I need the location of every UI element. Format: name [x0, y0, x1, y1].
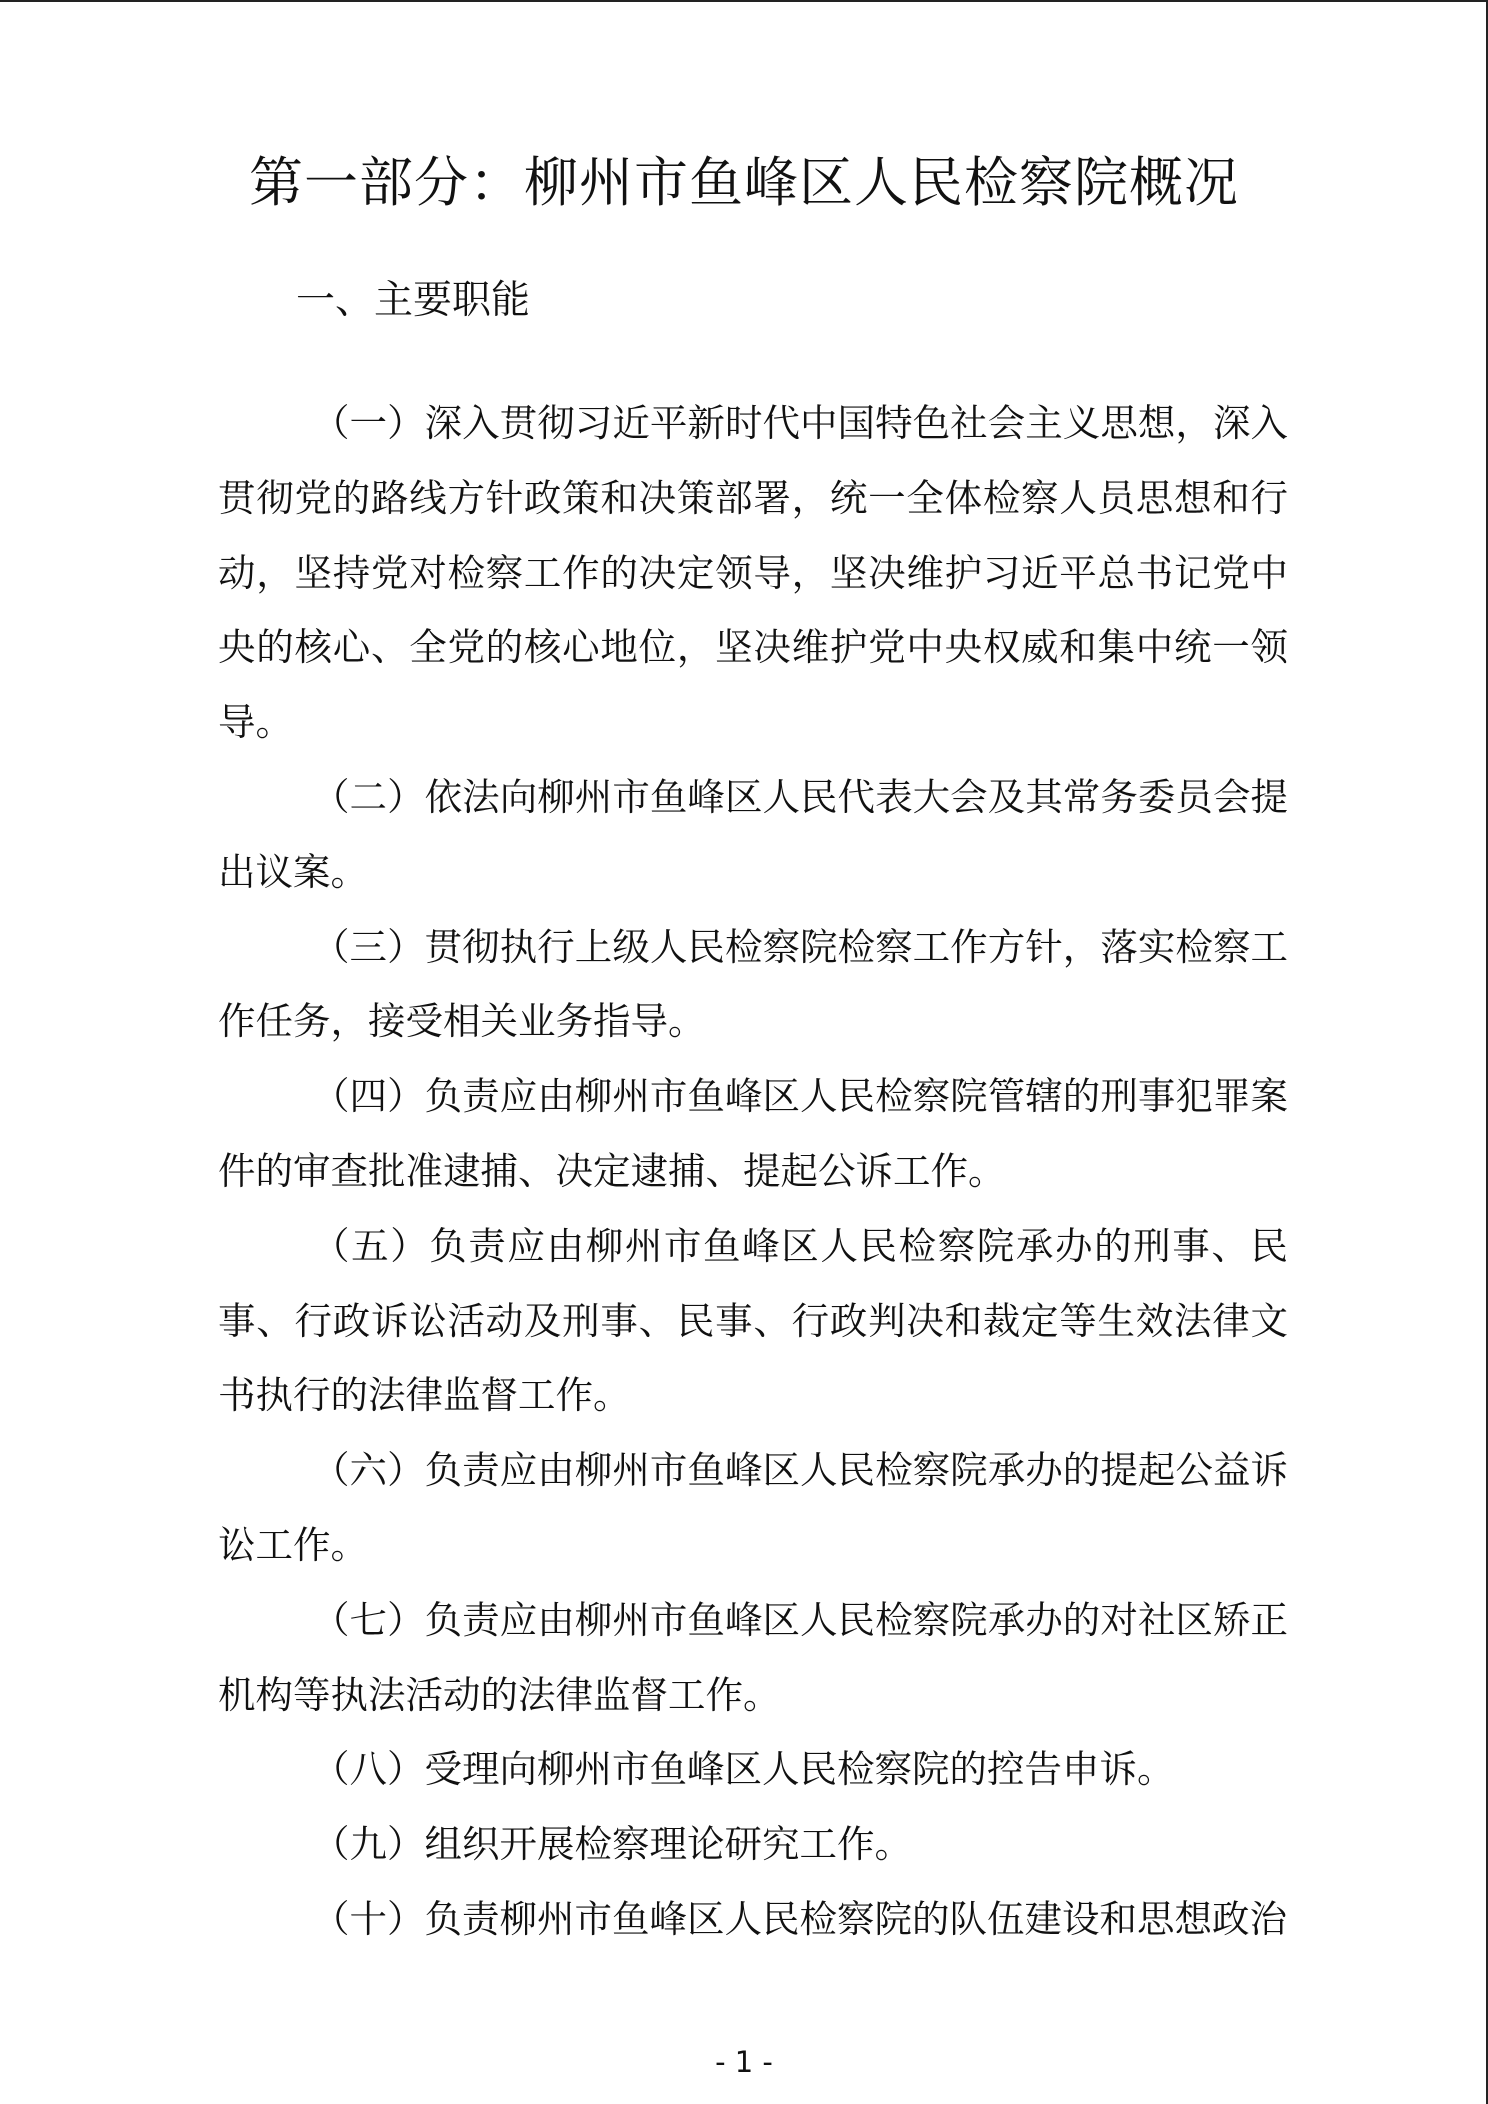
- paragraph-2: （二）依法向柳州市鱼峰区人民代表大会及其常务委员会提出议案。: [218, 774, 1288, 894]
- document-body: [218, 386, 1288, 1957]
- paragraph-10: （十）负责柳州市鱼峰区人民检察院的队伍建设和思想政治: [312, 1896, 1287, 1941]
- paragraph-5: （五）负责应由柳州市鱼峰区人民检察院承办的刑事、民事、行政诉讼活动及刑事、民事、行政判决和裁定等生效法律文书执行的法律监督工作。: [218, 1223, 1288, 1418]
- paragraph-1: （一）深入贯彻习近平新时代中国特色社会主义思想，深入贯彻党的路线方针政策和决策部署，统一全体检察人员思想和行动，坚持党对检察工作的决定领导，坚决维护习近平总书记党中央的核心、全党的核心地位，坚决维护党中央权威和集中统一领导。: [218, 401, 1288, 745]
- page-number: - 1 -: [715, 2045, 773, 2079]
- paragraph-6: （六）负责应由柳州市鱼峰区人民检察院承办的提起公益诉讼工作。: [218, 1448, 1288, 1567]
- section-heading: 一、主要职能: [296, 278, 531, 323]
- paragraph-7: （七）负责应由柳州市鱼峰区人民检察院承办的对社区矫正机构等执法活动的法律监督工作。: [218, 1597, 1288, 1717]
- paragraph-8: （八）受理向柳州市鱼峰区人民检察院的控告申诉。: [312, 1747, 1175, 1792]
- page-title: 第一部分：柳州市鱼峰区人民检察院概况: [249, 151, 1239, 214]
- paragraph-3: （三）贯彻执行上级人民检察院检察工作方针，落实检察工作任务，接受相关业务指导。: [218, 924, 1288, 1044]
- paragraph-9: （九）组织开展检察理论研究工作。: [312, 1822, 912, 1867]
- paragraph-4: （四）负责应由柳州市鱼峰区人民检察院管辖的刑事犯罪案件的审查批准逮捕、决定逮捕、提起公诉工作。: [218, 1074, 1288, 1193]
